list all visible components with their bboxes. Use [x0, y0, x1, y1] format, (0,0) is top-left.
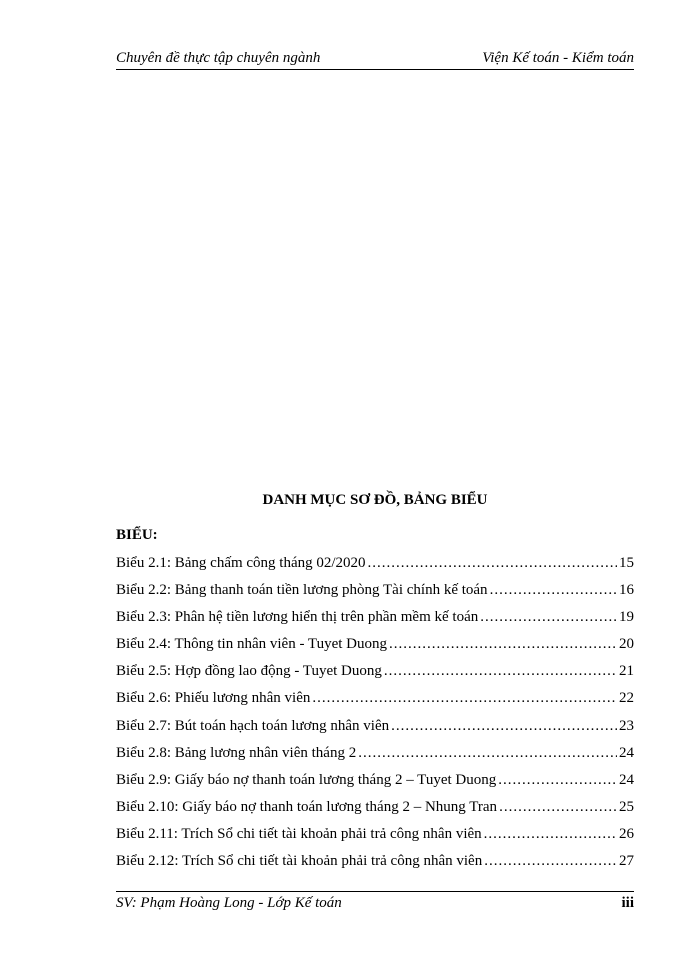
toc-leader-dots	[484, 824, 617, 844]
header-document-title: Chuyên đề thực tập chuyên ngành	[116, 50, 321, 66]
toc-entry[interactable]	[116, 797, 634, 824]
toc-leader-dots	[358, 743, 617, 763]
toc-entry[interactable]	[116, 607, 634, 634]
toc-leader-dots	[499, 797, 617, 817]
toc-entry[interactable]	[116, 851, 634, 878]
footer-divider	[116, 891, 634, 892]
toc-entry[interactable]	[116, 661, 634, 688]
toc-entry-label: Biểu 2.1: Bảng chấm công tháng 02/2020	[116, 555, 366, 571]
toc-entry-page: 25	[619, 798, 634, 815]
toc-entry-page: 26	[619, 825, 634, 842]
toc-entry-page: 24	[619, 771, 634, 788]
toc-entry-page: 19	[619, 609, 634, 626]
toc-leader-dots	[368, 553, 617, 573]
toc-entry-page: 21	[619, 663, 634, 680]
toc-entry-page: 23	[619, 717, 634, 734]
toc-leader-dots	[490, 580, 617, 600]
toc-entry[interactable]	[116, 580, 634, 607]
toc-entry-label: Biểu 2.5: Hợp đồng lao động - Tuyet Duong	[116, 663, 382, 680]
page-header	[116, 48, 634, 68]
page-footer	[116, 893, 634, 913]
toc-entry-label: Biểu 2.12: Trích Sổ chi tiết tài khoản phải trả công nhân viên	[116, 853, 483, 870]
footer-student-info: SV: Phạm Hoàng Long - Lớp Kế toán	[116, 895, 342, 911]
toc-entry-page: 22	[619, 690, 634, 707]
table-of-figures	[116, 553, 634, 878]
page-title: DANH MỤC SƠ ĐỒ, BẢNG BIỂU	[262, 492, 488, 508]
toc-entry-label: Biểu 2.10: Giấy báo nợ thanh toán lương tháng 2 – Nhung Tran	[116, 798, 498, 815]
toc-entry[interactable]	[116, 634, 634, 661]
toc-entry-label: Biểu 2.2: Bảng thanh toán tiền lương phòng Tài chính kế toán	[116, 582, 488, 599]
toc-leader-dots	[498, 770, 617, 790]
toc-leader-dots	[391, 716, 617, 736]
toc-entry-label: Biểu 2.4: Thông tin nhân viên - Tuyet Duong	[116, 636, 387, 653]
toc-entry-label: Biểu 2.3: Phân hệ tiền lương hiển thị trên phần mềm kế toán	[116, 609, 479, 626]
toc-entry[interactable]	[116, 770, 634, 797]
toc-entry-page: 15	[619, 555, 634, 571]
header-institute: Viện Kế toán - Kiểm toán	[482, 50, 634, 66]
toc-leader-dots	[484, 851, 617, 871]
toc-leader-dots	[312, 688, 617, 708]
section-label-bieu: BIỂU:	[116, 527, 158, 543]
toc-entry-page: 20	[619, 636, 634, 653]
toc-entry[interactable]	[116, 716, 634, 743]
toc-entry[interactable]	[116, 743, 634, 770]
toc-leader-dots	[384, 661, 617, 681]
toc-entry-label: Biểu 2.11: Trích Sổ chi tiết tài khoản phải trả công nhân viên	[116, 825, 482, 842]
toc-entry[interactable]	[116, 688, 634, 715]
toc-entry[interactable]	[116, 553, 634, 580]
toc-entry-label: Biểu 2.6: Phiếu lương nhân viên	[116, 690, 311, 707]
toc-entry-label: Biểu 2.8: Bảng lương nhân viên tháng 2	[116, 744, 357, 761]
header-divider	[116, 69, 634, 70]
toc-leader-dots	[389, 634, 617, 654]
toc-entry-page: 24	[619, 744, 634, 761]
toc-entry[interactable]	[116, 824, 634, 851]
toc-entry-label: Biểu 2.7: Bút toán hạch toán lương nhân viên	[116, 717, 390, 734]
toc-entry-label: Biểu 2.9: Giấy báo nợ thanh toán lương tháng 2 – Tuyet Duong	[116, 771, 497, 788]
footer-page-number: iii	[621, 895, 634, 911]
toc-entry-page: 16	[619, 582, 634, 599]
toc-leader-dots	[480, 607, 617, 627]
toc-entry-page: 27	[619, 853, 634, 870]
